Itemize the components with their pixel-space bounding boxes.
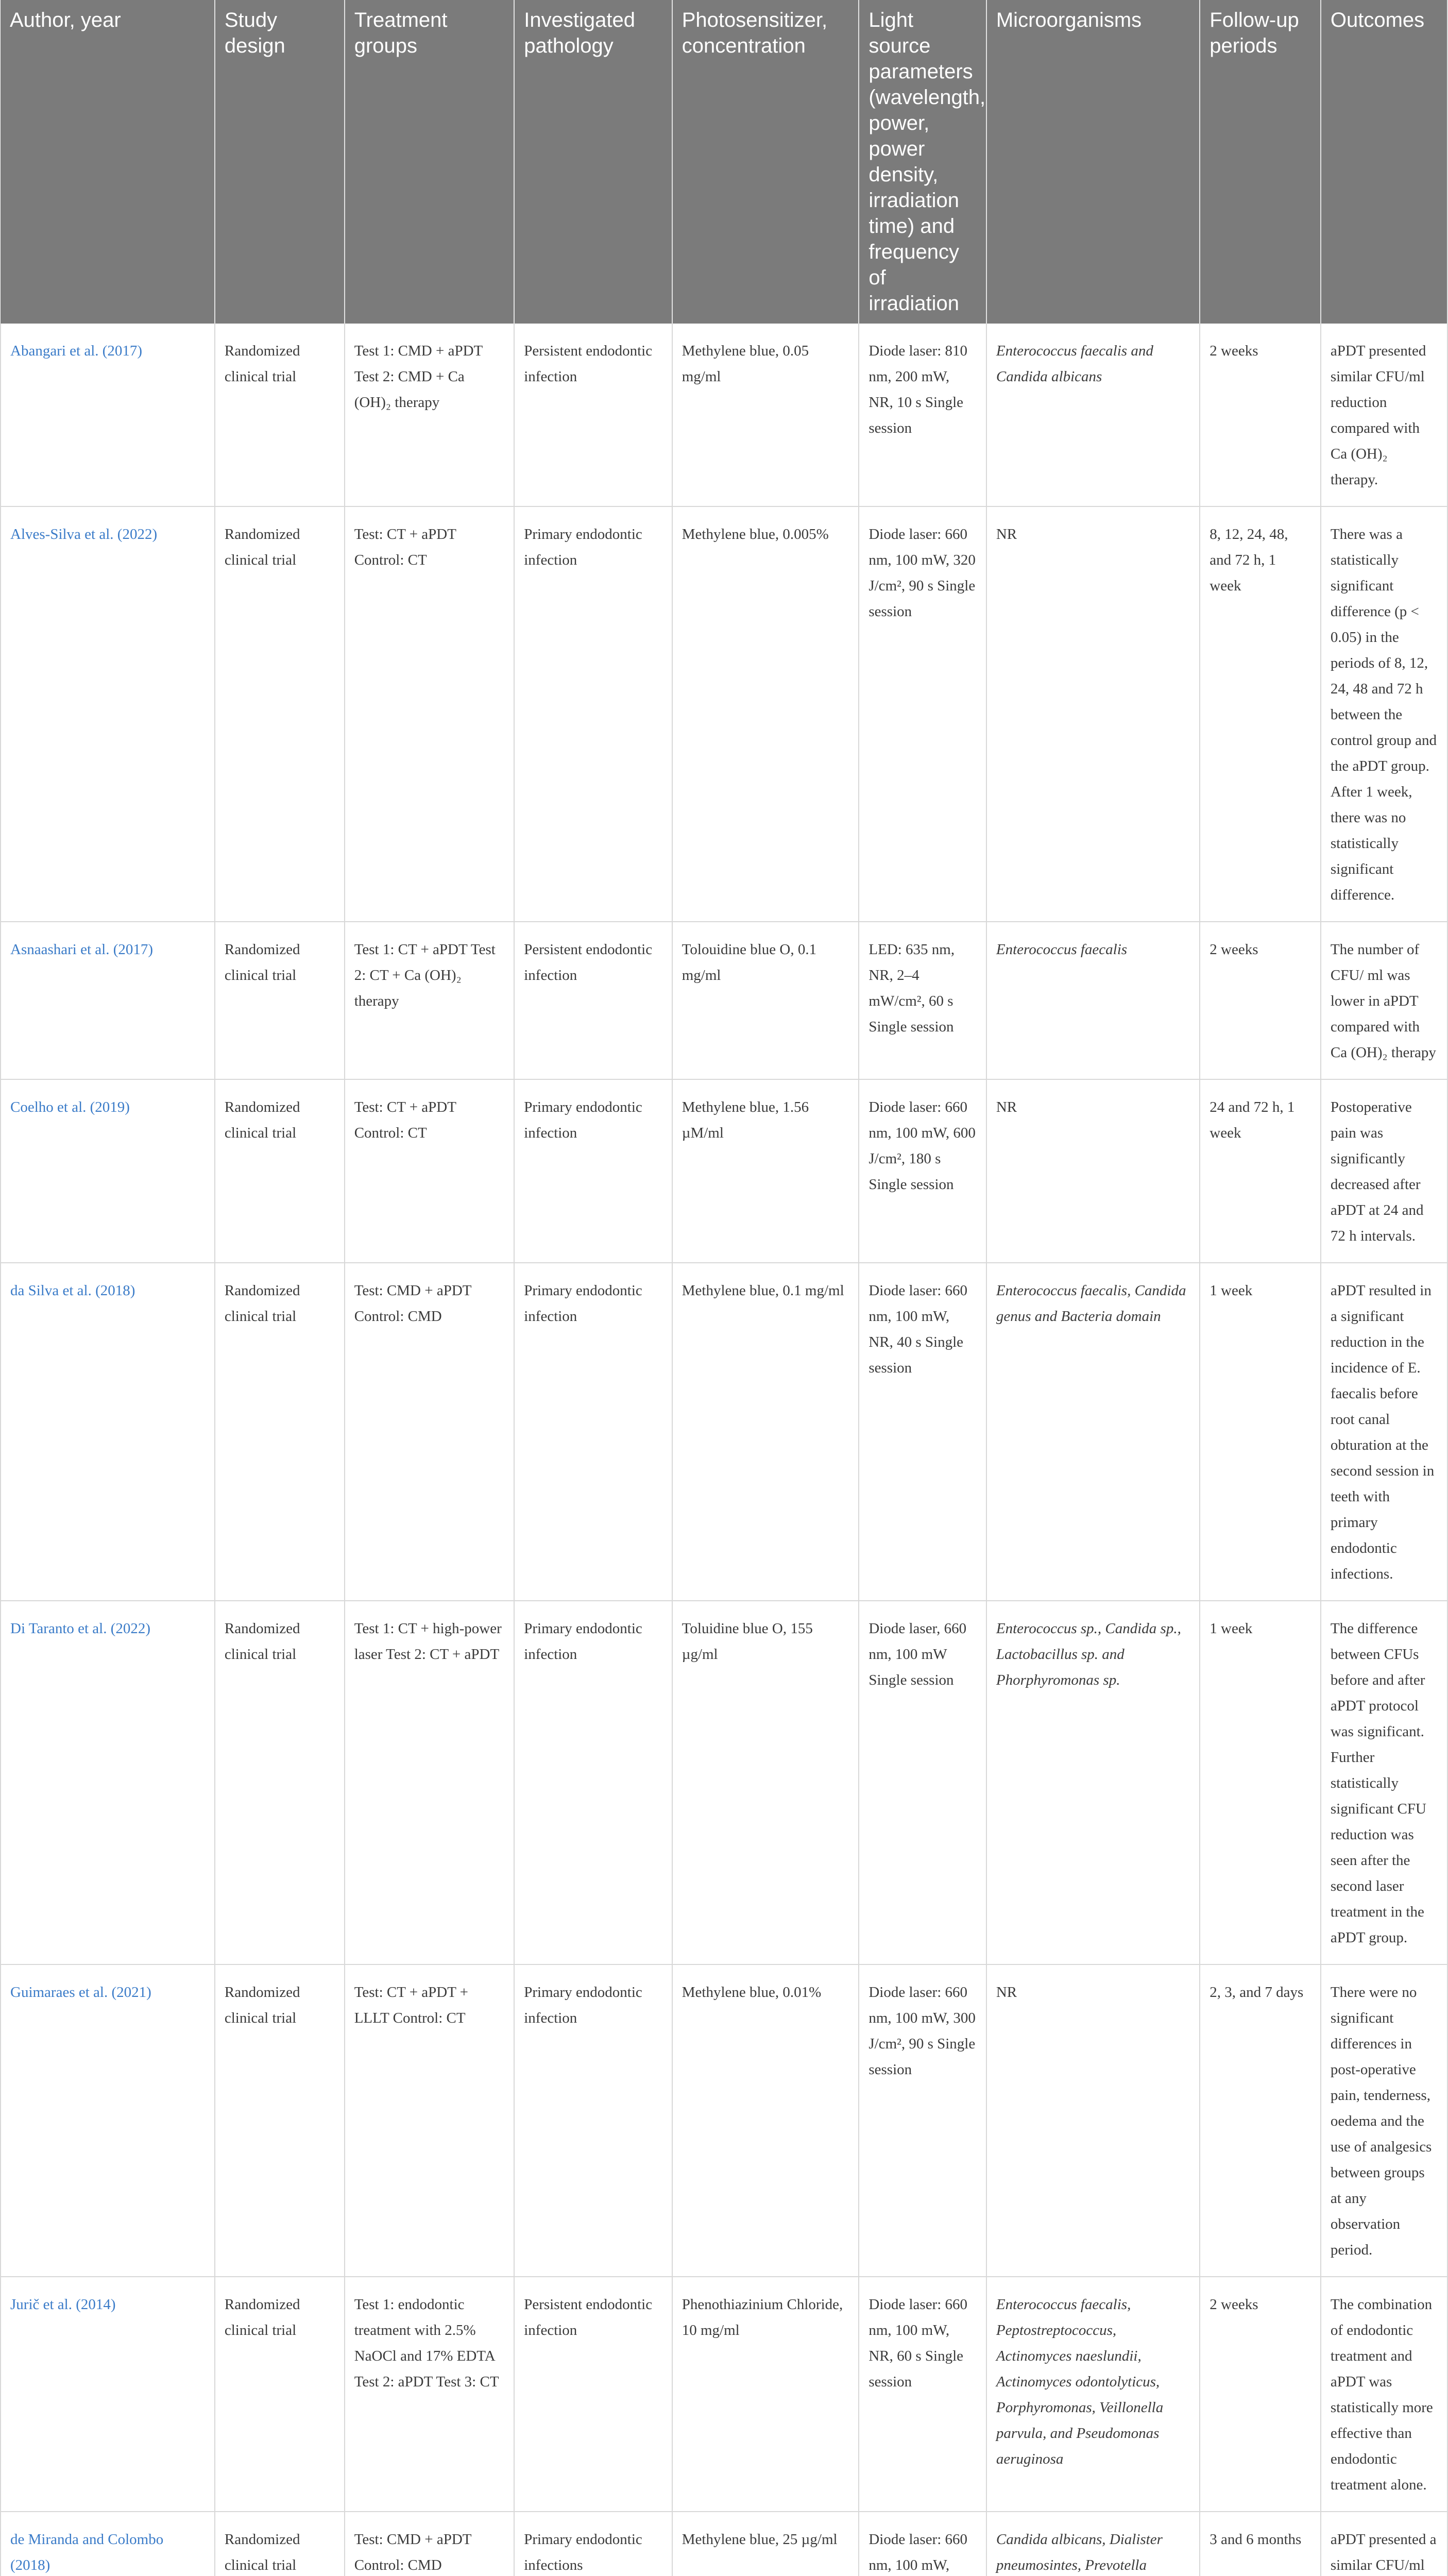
cell-outcome: aPDT presented similar CFU/ml reduction compared with Ca (OH)₂ therapy. [1321, 324, 1447, 506]
cell-follow-up: 2 weeks [1200, 2277, 1321, 2512]
table-row [1, 2512, 1447, 2576]
cell-light-source: Diode laser: 660 nm, 100 mW, 600 J/cm², 180 s Single session [859, 1079, 986, 1263]
cell-light-source: Diode laser: 660 nm, 100 mW, NR, 60 s Single session [859, 2277, 986, 2512]
cell-light-source: Diode laser: 660 nm, 100 mW, 300 J/cm², 90 s Single session [859, 1964, 986, 2277]
cell-microorganisms: NR [986, 1079, 1200, 1263]
cell-light-source: Diode laser, 660 nm, 100 mW Single session [859, 1601, 986, 1964]
cell-light-source: Diode laser: 660 nm, 100 mW, [859, 2512, 986, 2576]
cell-outcome: There were no significant differences in post-operative pain, tenderness, oedema and the use of analgesics between groups at any observation period. [1321, 1964, 1447, 2277]
cell-microorganisms: NR [986, 506, 1200, 922]
cell-pathology: Primary endodontic infections [514, 2512, 672, 2576]
cell-light-source: LED: 635 nm, NR, 2–4 mW/cm², 60 s Single session [859, 922, 986, 1079]
table-row [1, 1263, 1447, 1601]
cell-author[interactable]: de Miranda and Colombo (2018) [1, 2512, 215, 2576]
cell-light-source: Diode laser: 810 nm, 200 mW, NR, 10 s Single session [859, 324, 986, 506]
table-row [1, 1601, 1447, 1964]
cell-microorganisms: Enterococcus sp., Candida sp., Lactobacillus sp. and Phorphyromonas sp. [986, 1601, 1200, 1964]
header-treatment-groups: Treatment groups [345, 0, 515, 324]
header-investigated-pathology: Investigated pathology [514, 0, 672, 324]
cell-photosensitizer: Methylene blue, 0.005% [672, 506, 859, 922]
cell-microorganisms: Enterococcus faecalis and Candida albicans [986, 324, 1200, 506]
table-row [1, 506, 1447, 922]
cell-follow-up: 1 week [1200, 1263, 1321, 1601]
cell-microorganisms: Enterococcus faecalis [986, 922, 1200, 1079]
cell-follow-up: 1 week [1200, 1601, 1321, 1964]
header-light-source: Light source parameters (wavelength, power, power density, irradiation time) and frequency of irradiation [859, 0, 986, 324]
cell-author[interactable]: Di Taranto et al. (2022) [1, 1601, 215, 1964]
cell-photosensitizer: Methylene blue, 25 µg/ml [672, 2512, 859, 2576]
cell-photosensitizer: Methylene blue, 0.1 mg/ml [672, 1263, 859, 1601]
header-row [1, 0, 1447, 324]
cell-author[interactable]: Coelho et al. (2019) [1, 1079, 215, 1263]
cell-treatment-groups: Test: CMD + aPDT Control: CMD [345, 2512, 515, 2576]
cell-treatment-groups: Test 1: CMD + aPDT Test 2: CMD + Ca (OH)₂ therapy [345, 324, 515, 506]
cell-follow-up: 8, 12, 24, 48, and 72 h, 1 week [1200, 506, 1321, 922]
table-row [1, 1964, 1447, 2277]
cell-microorganisms: Enterococcus faecalis, Candida genus and Bacteria domain [986, 1263, 1200, 1601]
cell-treatment-groups: Test: CT + aPDT + LLLT Control: CT [345, 1964, 515, 2277]
cell-photosensitizer: Toluidine blue O, 155 µg/ml [672, 1601, 859, 1964]
cell-outcome: The combination of endodontic treatment and aPDT was statistically more effective than endodontic treatment alone. [1321, 2277, 1447, 2512]
cell-outcome: Postoperative pain was significantly decreased after aPDT at 24 and 72 h intervals. [1321, 1079, 1447, 1263]
cell-outcome: There was a statistically significant difference (p < 0.05) in the periods of 8, 12, 24, 48 and 72 h between the control group and the aPDT group. After 1 week, there was no statistically significant difference. [1321, 506, 1447, 922]
cell-treatment-groups: Test: CT + aPDT Control: CT [345, 506, 515, 922]
cell-study-design: Randomized clinical trial [215, 1964, 345, 2277]
cell-microorganisms: NR [986, 1964, 1200, 2277]
cell-follow-up: 2 weeks [1200, 922, 1321, 1079]
table-body [1, 324, 1447, 2576]
cell-study-design: Randomized clinical trial [215, 1601, 345, 1964]
cell-pathology: Primary endodontic infection [514, 1601, 672, 1964]
table-row [1, 1079, 1447, 1263]
header-microorganisms: Microorganisms [986, 0, 1200, 324]
cell-pathology: Persistent endodontic infection [514, 2277, 672, 2512]
cell-treatment-groups: Test: CMD + aPDT Control: CMD [345, 1263, 515, 1601]
cell-light-source: Diode laser: 660 nm, 100 mW, NR, 40 s Single session [859, 1263, 986, 1601]
table-row [1, 2277, 1447, 2512]
cell-treatment-groups: Test 1: CT + aPDT Test 2: CT + Ca (OH)₂ therapy [345, 922, 515, 1079]
cell-study-design: Randomized clinical trial [215, 506, 345, 922]
cell-photosensitizer: Methylene blue, 0.05 mg/ml [672, 324, 859, 506]
cell-pathology: Primary endodontic infection [514, 1079, 672, 1263]
cell-photosensitizer: Methylene blue, 1.56 µM/ml [672, 1079, 859, 1263]
cell-microorganisms: Candida albicans, Dialister pneumosintes, Prevotella [986, 2512, 1200, 2576]
cell-follow-up: 3 and 6 months [1200, 2512, 1321, 2576]
cell-study-design: Randomized clinical trial [215, 324, 345, 506]
cell-light-source: Diode laser: 660 nm, 100 mW, 320 J/cm², 90 s Single session [859, 506, 986, 922]
cell-photosensitizer: Methylene blue, 0.01% [672, 1964, 859, 2277]
cell-study-design: Randomized clinical trial [215, 2512, 345, 2576]
cell-follow-up: 2 weeks [1200, 324, 1321, 506]
cell-pathology: Primary endodontic infection [514, 1964, 672, 2277]
cell-follow-up: 2, 3, and 7 days [1200, 1964, 1321, 2277]
cell-treatment-groups: Test 1: endodontic treatment with 2.5% NaOCl and 17% EDTA Test 2: aPDT Test 3: CT [345, 2277, 515, 2512]
cell-author[interactable]: da Silva et al. (2018) [1, 1263, 215, 1601]
cell-microorganisms: Enterococcus faecalis, Peptostreptococcus, Actinomyces naeslundii, Actinomyces odontolyticus, Porphyromonas, Veillonella parvula, and Pseudomonas aeruginosa [986, 2277, 1200, 2512]
cell-photosensitizer: Phenothiazinium Chloride, 10 mg/ml [672, 2277, 859, 2512]
cell-study-design: Randomized clinical trial [215, 2277, 345, 2512]
cell-outcome: The number of CFU/ ml was lower in aPDT compared with Ca (OH)₂ therapy [1321, 922, 1447, 1079]
cell-outcome: aPDT presented a similar CFU/ml [1321, 2512, 1447, 2576]
cell-photosensitizer: Tolouidine blue O, 0.1 mg/ml [672, 922, 859, 1079]
header-outcomes: Outcomes [1321, 0, 1447, 324]
cell-author[interactable]: Jurič et al. (2014) [1, 2277, 215, 2512]
cell-treatment-groups: Test: CT + aPDT Control: CT [345, 1079, 515, 1263]
cell-pathology: Persistent endodontic infection [514, 922, 672, 1079]
cell-treatment-groups: Test 1: CT + high-power laser Test 2: CT + aPDT [345, 1601, 515, 1964]
cell-author[interactable]: Asnaashari et al. (2017) [1, 922, 215, 1079]
cell-study-design: Randomized clinical trial [215, 1079, 345, 1263]
table-header [1, 0, 1447, 324]
header-photosensitizer: Photosensitizer, concentration [672, 0, 859, 324]
header-study-design: Study design [215, 0, 345, 324]
table-row [1, 922, 1447, 1079]
cell-study-design: Randomized clinical trial [215, 922, 345, 1079]
cell-follow-up: 24 and 72 h, 1 week [1200, 1079, 1321, 1263]
cell-pathology: Primary endodontic infection [514, 506, 672, 922]
cell-outcome: aPDT resulted in a significant reduction in the incidence of E. faecalis before root canal obturation at the second session in teeth with primary endodontic infections. [1321, 1263, 1447, 1601]
header-author-year: Author, year [1, 0, 215, 324]
cell-pathology: Persistent endodontic infection [514, 324, 672, 506]
cell-outcome: The difference between CFUs before and after aPDT protocol was significant. Further statistically significant CFU reduction was seen after the second laser treatment in the aPDT group. [1321, 1601, 1447, 1964]
cell-author[interactable]: Alves-Silva et al. (2022) [1, 506, 215, 922]
table-row [1, 324, 1447, 506]
cell-author[interactable]: Abangari et al. (2017) [1, 324, 215, 506]
cell-author[interactable]: Guimaraes et al. (2021) [1, 1964, 215, 2277]
cell-study-design: Randomized clinical trial [215, 1263, 345, 1601]
header-follow-up: Follow-up periods [1200, 0, 1321, 324]
cell-pathology: Primary endodontic infection [514, 1263, 672, 1601]
